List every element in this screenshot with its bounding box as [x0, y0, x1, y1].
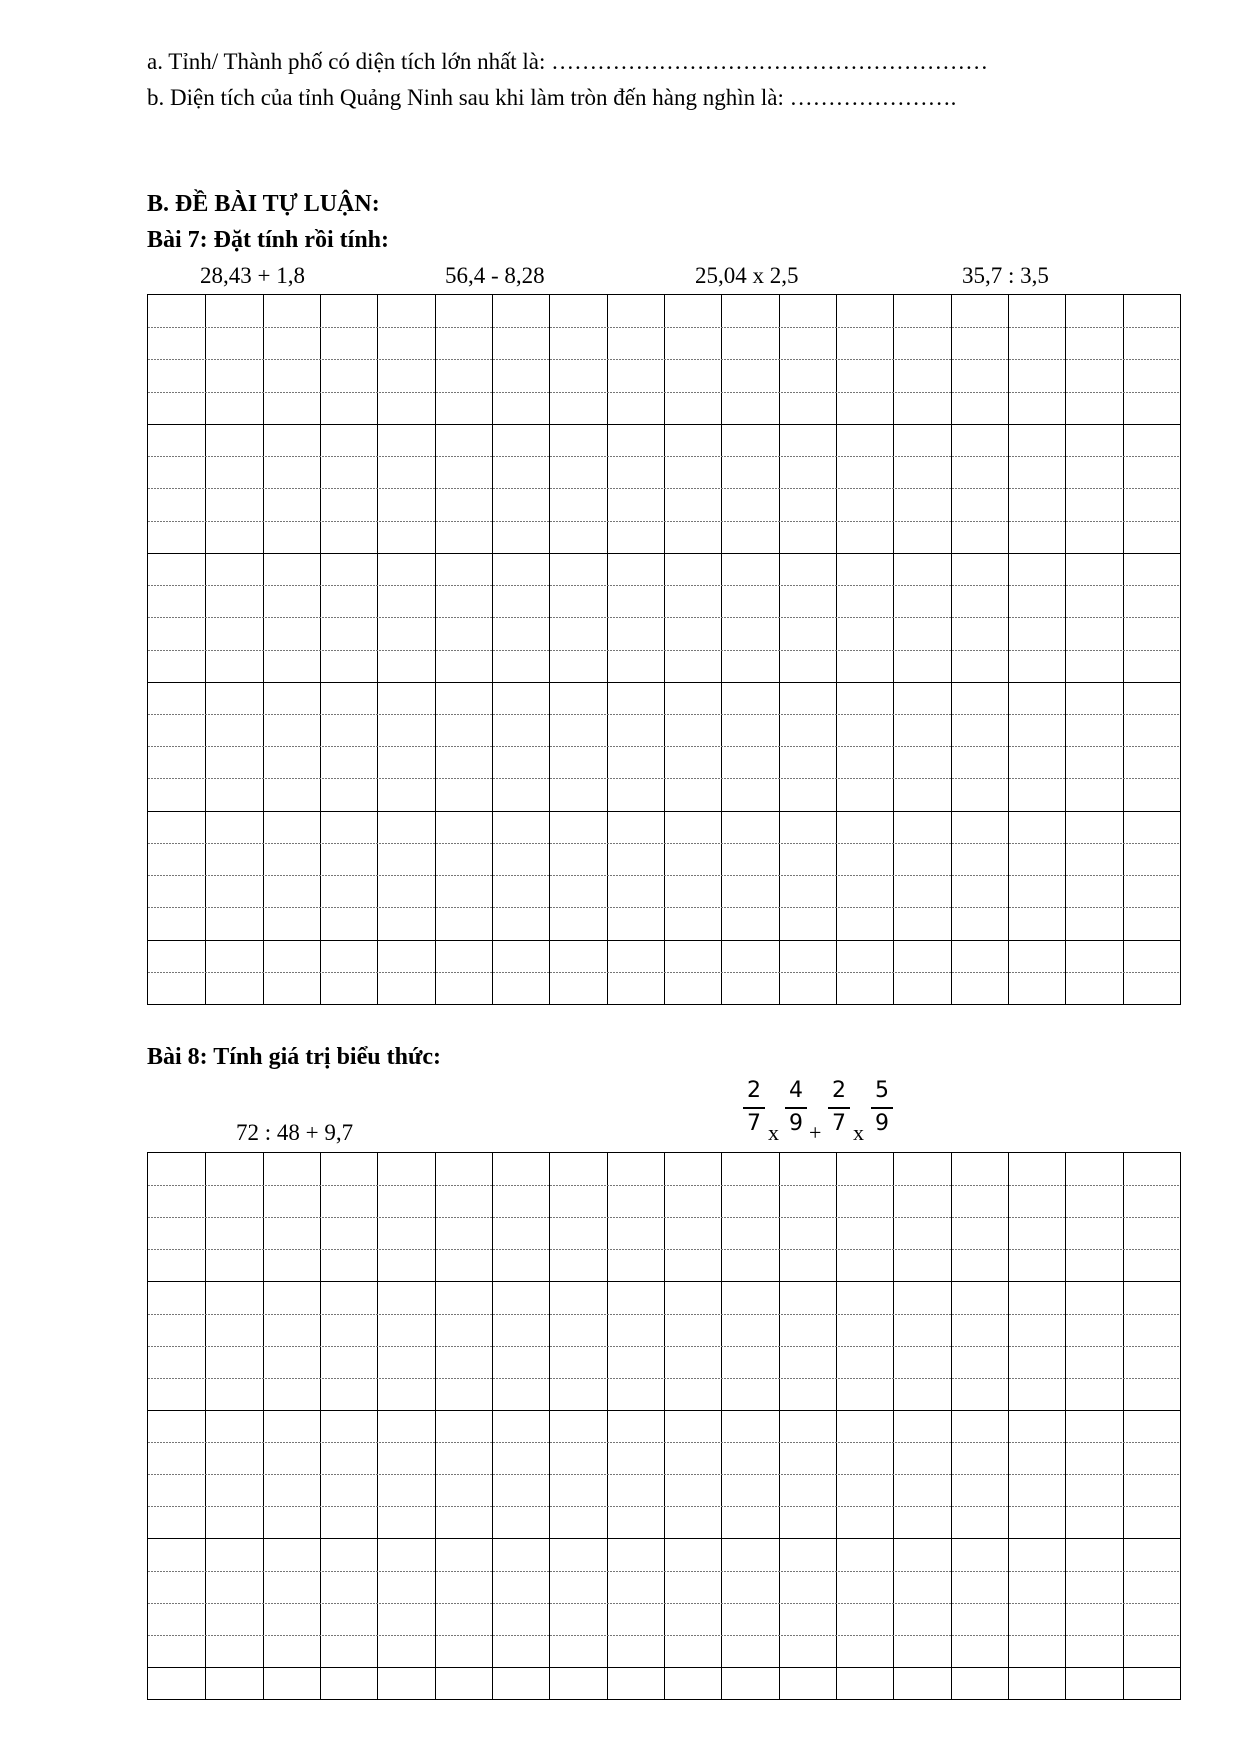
fraction-4 [871, 1078, 893, 1137]
exercise-8-answer-grid[interactable] [147, 1152, 1181, 1700]
section-b-title: B. ĐỀ BÀI TỰ LUẬN: [147, 191, 380, 217]
exercise-7-expression-1: 28,43 + 1,8 [200, 263, 305, 288]
exercise-7-grid-lines [148, 295, 1180, 1004]
fraction-4-numerator: 5 [871, 1078, 893, 1109]
fraction-4-denominator: 9 [875, 1111, 889, 1136]
fraction-3 [828, 1078, 850, 1137]
exercise-7-title: Bài 7: Đặt tính rồi tính: [147, 227, 390, 253]
operator-times-2: x [853, 1120, 864, 1145]
exercise-7-expression-4: 35,7 : 3,5 [962, 263, 1049, 288]
exercise-8-expression-1: 72 : 48 + 9,7 [236, 1120, 354, 1145]
exercise-7-answer-grid[interactable] [147, 294, 1181, 1005]
fraction-1-numerator: 2 [743, 1078, 765, 1109]
exercise-7-expression-2: 56,4 - 8,28 [445, 263, 545, 288]
operator-times-1: x [768, 1120, 779, 1145]
question-b-line: b. Diện tích của tỉnh Quảng Ninh sau khi làm tròn đến hàng nghìn là: …………………. [147, 85, 957, 110]
fraction-2-denominator: 9 [789, 1111, 803, 1136]
exercise-8-title: Bài 8: Tính giá trị biểu thức: [147, 1044, 441, 1070]
fraction-3-denominator: 7 [832, 1111, 846, 1136]
fraction-1 [743, 1078, 765, 1137]
fraction-2 [785, 1078, 807, 1137]
operator-plus: + [809, 1120, 822, 1145]
question-a-line: a. Tỉnh/ Thành phố có diện tích lớn nhất là: ………………………………………………… [147, 49, 989, 74]
fraction-1-denominator: 7 [747, 1111, 761, 1136]
fraction-2-numerator: 4 [785, 1078, 807, 1109]
exercise-7-expression-3: 25,04 x 2,5 [695, 263, 799, 288]
fraction-3-numerator: 2 [828, 1078, 850, 1109]
exercise-8-grid-lines [148, 1153, 1180, 1699]
